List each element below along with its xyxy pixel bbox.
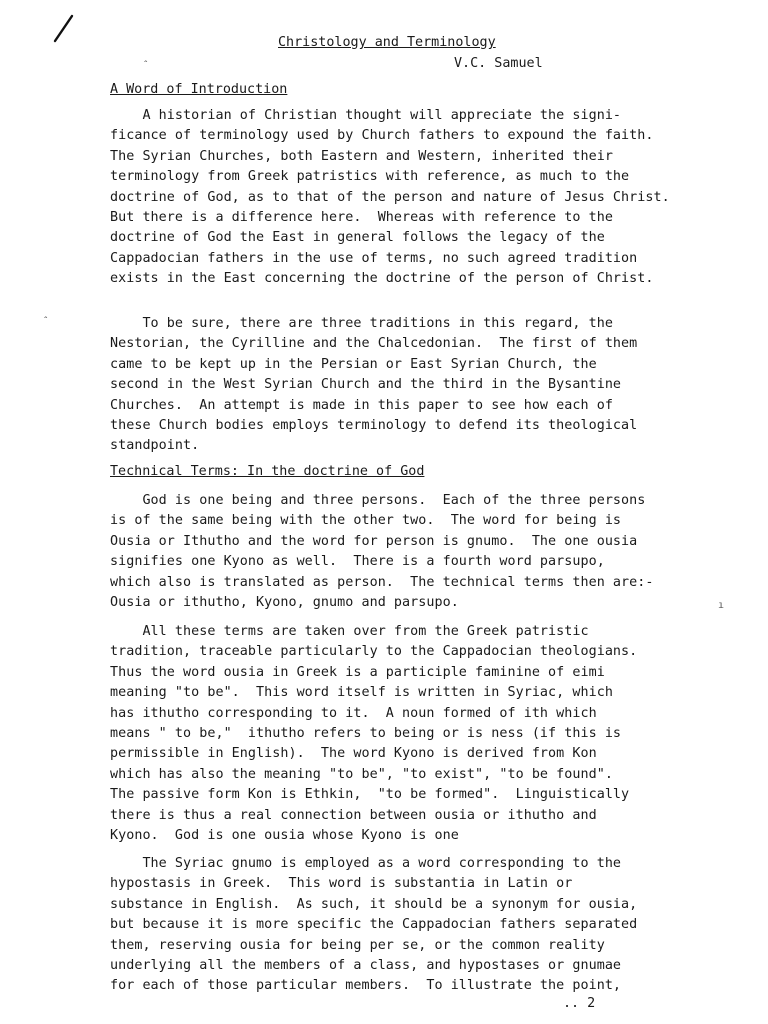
scan-speck: ꞈ [144, 52, 151, 63]
paragraph-2 [110, 314, 720, 457]
text-line: which has also the meaning "to be", "to exist", "to be found". [110, 766, 613, 782]
text-line: there is thus a real connection between ousia or ithutho and [110, 807, 597, 823]
text-line: The passive form Kon is Ethkin, "to be formed". Linguistically [110, 787, 630, 803]
text-line: ficance of terminology used by Church fathers to expound the faith. [110, 128, 654, 144]
text-line: exists in the East concerning the doctrine of the person of Christ. [110, 271, 654, 287]
text-line: them, reserving ousia for being per se, or the common reality [110, 937, 605, 953]
text-line: but because it is more specific the Cappadocian fathers separated [110, 917, 638, 933]
text-line: Ousia or ithutho, Kyono, gnumo and parsupo. [110, 594, 459, 610]
text-line: substance in English. As such, it should be a synonym for ousia, [110, 896, 638, 912]
text-line: which also is translated as person. The technical terms then are:- [110, 574, 654, 590]
text-line: means " to be," ithutho refers to being or is ness (if this is [110, 725, 622, 741]
document-author: V.C. Samuel [454, 56, 543, 71]
scan-speck: ꞈ [44, 308, 51, 319]
text-line: for each of those particular members. To illustrate the point, [110, 978, 622, 994]
text-line: God is one being and three persons. Each of the three persons [110, 493, 646, 508]
section-heading-introduction: A Word of Introduction [110, 82, 288, 97]
paragraph-3 [110, 491, 720, 613]
text-line: signifies one Kyono as well. There is a fourth word parsupo, [110, 554, 605, 570]
pen-stroke-mark [52, 14, 76, 44]
text-line: meaning "to be". This word itself is written in Syriac, which [110, 685, 613, 701]
text-line: doctrine of God, as to that of the person and nature of Jesus Christ. [110, 189, 670, 205]
text-line: But there is a difference here. Whereas with reference to the [110, 209, 613, 225]
paragraph-5 [110, 854, 720, 997]
document-title: Christology and Terminology [278, 35, 496, 50]
text-line: doctrine of God the East in general follows the legacy of the [110, 230, 605, 246]
text-line: Churches. An attempt is made in this paper to see how each of [110, 397, 613, 413]
text-line: The Syrian Churches, both Eastern and Western, inherited their [110, 148, 613, 164]
text-line: All these terms are taken over from the Greek patristic [110, 624, 589, 639]
scan-speck: ı [718, 600, 725, 611]
text-line: The Syriac gnumo is employed as a word corresponding to the [110, 856, 622, 871]
text-line: standpoint. [110, 438, 200, 454]
text-line: came to be kept up in the Persian or East Syrian Church, the [110, 356, 597, 372]
text-line: Nestorian, the Cyrilline and the Chalcedonian. The first of them [110, 336, 638, 352]
text-line: is of the same being with the other two. The word for being is [110, 513, 622, 529]
text-line: underlying all the members of a class, and hypostases or gnumae [110, 957, 622, 973]
text-line: has ithutho corresponding to it. A noun formed of ith which [110, 705, 597, 721]
paragraph-4 [110, 622, 720, 846]
text-line: tradition, traceable particularly to the Cappadocian theologians. [110, 644, 638, 660]
page-number: .. 2 [563, 996, 596, 1011]
section-heading-technical-terms: Technical Terms: In the doctrine of God [110, 464, 425, 479]
text-line: second in the West Syrian Church and the third in the Bysantine [110, 377, 622, 393]
text-line: Thus the word ousia in Greek is a participle faminine of eimi [110, 664, 605, 680]
text-line: hypostasis in Greek. This word is substantia in Latin or [110, 876, 573, 892]
text-line: terminology from Greek patristics with reference, as much to the [110, 169, 630, 185]
paragraph-1 [110, 106, 720, 290]
text-line: these Church bodies employs terminology to defend its theological [110, 417, 638, 433]
text-line: Kyono. God is one ousia whose Kyono is one [110, 827, 459, 843]
text-line: Ousia or Ithutho and the word for person is gnumo. The one ousia [110, 533, 638, 549]
text-line: Cappadocian fathers in the use of terms, no such agreed tradition [110, 250, 638, 266]
text-line: permissible in English). The word Kyono is derived from Kon [110, 746, 597, 762]
text-line: To be sure, there are three traditions in this regard, the [110, 316, 613, 331]
text-line: A historian of Christian thought will appreciate the signi- [110, 108, 622, 123]
